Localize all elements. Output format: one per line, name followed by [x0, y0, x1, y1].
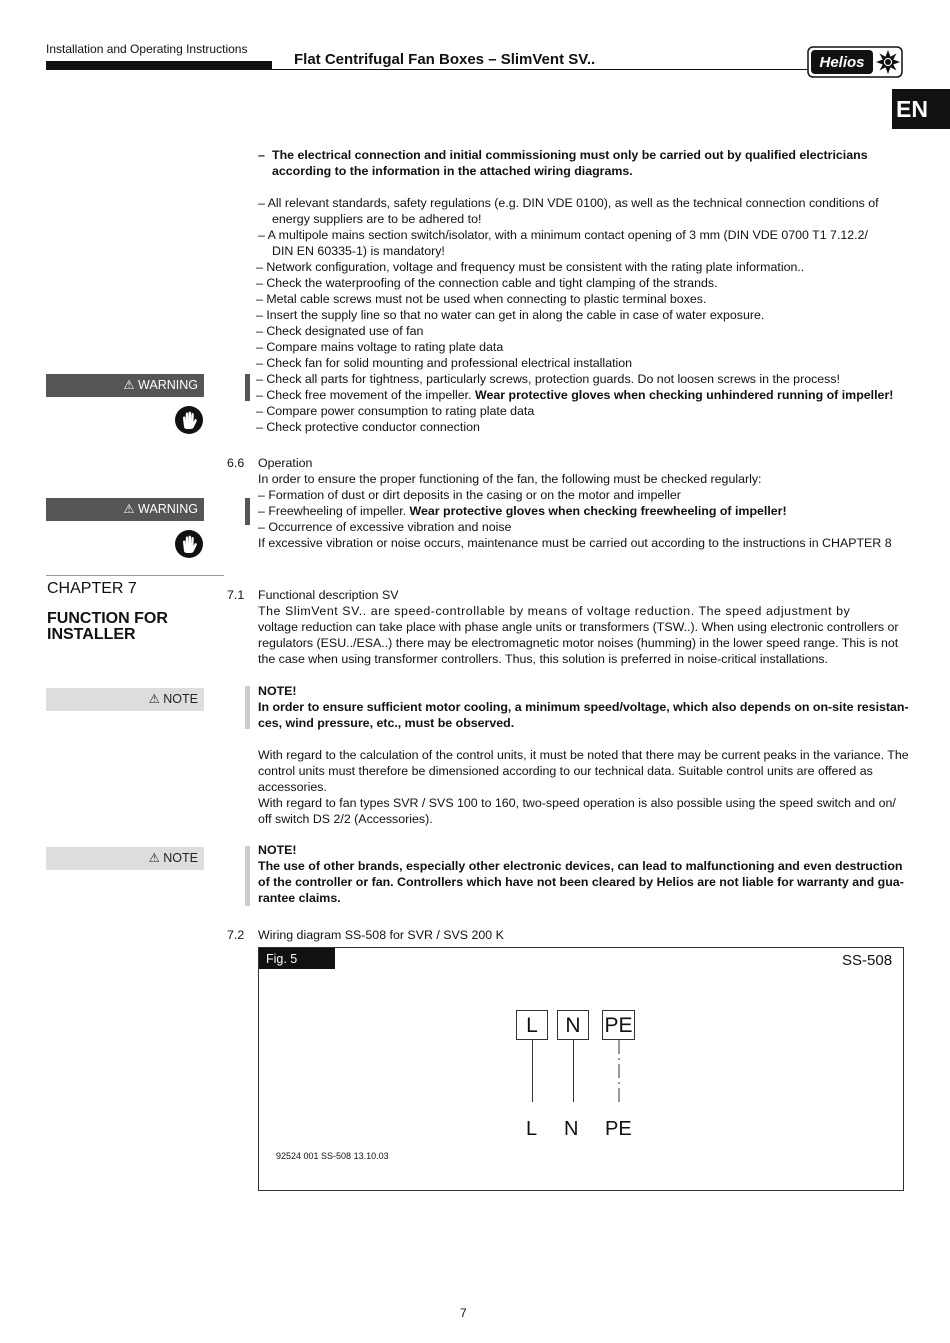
header-rule: [272, 69, 808, 70]
list-item: – All relevant standards, safety regulations (e.g. DIN VDE 0100), as well as the technical connection conditions of: [258, 196, 879, 210]
wire-N: [573, 1040, 574, 1102]
paragraph: In order to ensure the proper functioning of the fan, the following must be checked regularly:: [258, 472, 762, 486]
page-number: 7: [460, 1306, 467, 1320]
paragraph-line: voltage reduction can take place with phase angle units or transformers (TSW..). When using electronic controllers or: [258, 620, 899, 634]
wire-L: [532, 1040, 533, 1102]
protective-gloves-icon: [175, 406, 203, 434]
section-heading: Operation: [258, 456, 313, 470]
chapter-rule: [46, 575, 224, 576]
section-number: 6.6: [227, 456, 245, 470]
chapter-number: CHAPTER 7: [47, 580, 137, 597]
bold-item-cont: according to the information in the attached wiring diagrams.: [272, 164, 633, 178]
list-item: – Check free movement of the impeller. Wear protective gloves when checking unhindered running of impeller!: [256, 388, 894, 402]
paragraph-line: accessories.: [258, 780, 327, 794]
wire-label-L: L: [526, 1118, 538, 1140]
paragraph-line: regulators (ESU../ESA..) there may be electromagnetic motor noises (humming) in the lower speed range. This is not: [258, 636, 899, 650]
figure-footer: 92524 001 SS-508 13.10.03: [276, 1151, 389, 1161]
note-bar: [245, 686, 250, 729]
paragraph: If excessive vibration or noise occurs, maintenance must be carried out according to the instructions in CHAPTER 8: [258, 536, 892, 550]
list-item: – Check the waterproofing of the connection cable and tight clamping of the strands.: [256, 276, 718, 290]
section-number: 7.2: [227, 928, 245, 942]
list-item: – Metal cable screws must not be used when connecting to plastic terminal boxes.: [256, 292, 707, 306]
section-heading: Functional description SV: [258, 588, 399, 602]
terminal-N: N: [557, 1010, 589, 1040]
terminal-L: L: [516, 1010, 548, 1040]
warning-icon: ⚠: [123, 502, 135, 516]
paragraph-line: off switch DS 2/2 (Accessories).: [258, 812, 433, 826]
warning-bar: [245, 498, 250, 525]
bold-item: – The electrical connection and initial commissioning must only be carried out by qualified electricians: [258, 148, 868, 162]
warning-label: ⚠ WARNING: [46, 374, 204, 397]
section-heading: Wiring diagram SS-508 for SVR / SVS 200 K: [258, 928, 504, 942]
list-item: – Freewheeling of impeller. Wear protective gloves when checking freewheeling of impeller!: [258, 504, 787, 518]
top-instructions: [258, 147, 908, 435]
note-line: of the controller or fan. Controllers which have not been cleared by Helios are not liable for warranty and gua-: [258, 875, 904, 889]
list-item: – Insert the supply line so that no water can get in along the cable in case of water exposure.: [256, 308, 765, 322]
wire-label-N: N: [564, 1118, 579, 1140]
list-item: – Check fan for solid mounting and professional electrical installation: [256, 356, 633, 370]
list-item: – Formation of dust or dirt deposits in the casing or on the motor and impeller: [258, 488, 681, 502]
section-number: 7.1: [227, 588, 245, 602]
warning-label: ⚠ WARNING: [46, 498, 204, 521]
note-line: rantee claims.: [258, 891, 341, 905]
language-tab: EN: [892, 89, 950, 129]
terminal-PE: PE: [602, 1010, 635, 1040]
list-item: – Check all parts for tightness, particularly screws, protection guards. Do not loosen screws in the process!: [256, 372, 840, 386]
protective-gloves-icon: [175, 530, 203, 558]
list-item: – Occurrence of excessive vibration and noise: [258, 520, 512, 534]
wire-PE: [618, 1040, 619, 1102]
note-label: ⚠ NOTE: [46, 847, 204, 870]
paragraph-line: The SlimVent SV.. are speed-controllable by means of voltage reduction. The speed adjustment by: [258, 604, 851, 618]
warning-bar: [245, 374, 250, 401]
note-1: [258, 683, 908, 827]
note-heading: NOTE!: [258, 684, 297, 698]
list-item: – A multipole mains section switch/isolator, with a minimum contact opening of 3 mm (DIN VDE 0700 T1 7.12.2/: [258, 228, 868, 242]
list-item: – Network configuration, voltage and frequency must be consistent with the rating plate information..: [256, 260, 805, 274]
doc-type-label: Installation and Operating Instructions: [46, 42, 248, 56]
note-line: ces, wind pressure, etc., must be observed.: [258, 716, 515, 730]
chapter-title: FUNCTION FOR: [47, 610, 168, 627]
note-2: [258, 842, 908, 906]
helios-logo: [807, 46, 903, 78]
note-bar: [245, 846, 250, 906]
section-7-2: [258, 927, 908, 943]
list-item: – Check protective conductor connection: [256, 420, 480, 434]
section-7-1: [258, 587, 908, 667]
diagram-code: SS-508: [842, 952, 893, 969]
note-line: In order to ensure sufficient motor cooling, a minimum speed/voltage, which also depends on on-site resistan-: [258, 700, 909, 714]
chapter-title: INSTALLER: [47, 626, 136, 643]
list-item: – Check designated use of fan: [256, 324, 424, 338]
note-line: The use of other brands, especially other electronic devices, can lead to malfunctioning and even destruction: [258, 859, 903, 873]
list-item: DIN EN 60335-1) is mandatory!: [272, 244, 445, 258]
paragraph-line: With regard to fan types SVR / SVS 100 to 160, two-speed operation is also possible using the speed switch and on/: [258, 796, 896, 810]
header-bar: [46, 61, 272, 70]
list-item: energy suppliers are to be adhered to!: [272, 212, 482, 226]
logo-text: Helios: [819, 54, 865, 71]
paragraph-line: control units must therefore be dimensioned according to our technical data. Suitable control units are offered as: [258, 764, 873, 778]
warning-icon: ⚠: [148, 692, 160, 706]
wire-label-PE: PE: [605, 1118, 632, 1140]
paragraph-line: With regard to the calculation of the control units, it must be noted that there may be current peaks in the variance. The: [258, 748, 909, 762]
warning-icon: ⚠: [148, 851, 160, 865]
note-label: ⚠ NOTE: [46, 688, 204, 711]
note-heading: NOTE!: [258, 843, 297, 857]
list-item: – Compare mains voltage to rating plate data: [256, 340, 504, 354]
page-title: Flat Centrifugal Fan Boxes – SlimVent SV..: [294, 51, 596, 68]
paragraph-line: the case when using transformer controllers. Thus, this solution is preferred in noise-critical installations.: [258, 652, 828, 666]
figure-label: Fig. 5: [259, 948, 335, 969]
warning-icon: ⚠: [123, 378, 135, 392]
section-6-6: [258, 455, 908, 551]
list-item: – Compare power consumption to rating plate data: [256, 404, 535, 418]
